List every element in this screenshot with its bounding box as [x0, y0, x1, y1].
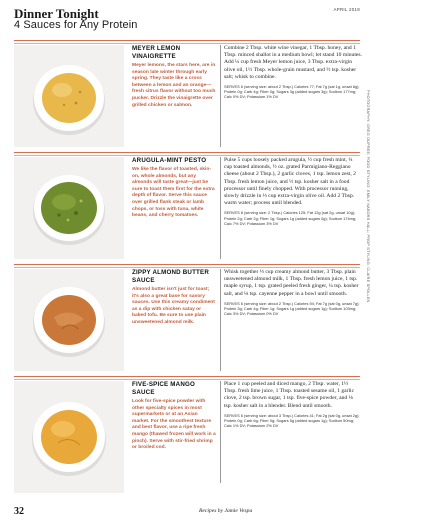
sauce-photo-almond-butter	[14, 269, 124, 371]
sauce-name: FIVE-SPICE MANGO SAUCE	[132, 381, 196, 396]
sauce-blurb	[132, 381, 216, 452]
sauce-section-arugula-pesto	[14, 152, 360, 262]
recipe-instructions: Place 1 cup peeled and diced mango, 2 Tbsp. water, 1½ Tbsp. fresh lime juice, 1 Tbsp. toasted sesame oil, 1 garlic clove, 2 tsp. brown sugar, 1 tsp. five-spice powder, and ⅛ tsp. kosher salt in a blender. Blend until smooth.	[224, 381, 355, 409]
bowl-illustration	[14, 381, 124, 493]
page-header	[14, 6, 414, 34]
section-rule-thin	[14, 43, 360, 44]
sauce-recipe	[224, 45, 362, 100]
sauce-name: ARUGULA-MINT PESTO	[132, 157, 207, 164]
column-divider	[220, 269, 221, 371]
nutrition-info: SERVES 6 (serving size: about 3 Tbsp.) Calories 41; Fat 2g (sat 0g, unsat 2g); Protein 0g; Carb 6g; Fiber 0g; Sugars 5g (added sugars 1g); Sodium 50mg; Calc 1% DV; Potassium 2% DV	[224, 412, 360, 429]
sauce-section-mango	[14, 376, 360, 496]
page-subtitle: 4 Sauces for Any Protein	[14, 19, 138, 31]
sauce-photo-meyer-lemon	[14, 45, 124, 147]
sauce-blurb	[132, 269, 216, 327]
sauce-intro: Meyer lemons, the stars here, are in season late winter through early spring. They taste like a cross between a lemon and an orange—fresh citrus flavor without too much pucker. Drizzle the vinaigrette over grilled chicken or salmon.	[132, 63, 216, 108]
section-rule-thin	[14, 155, 360, 156]
sauce-recipe	[224, 381, 362, 428]
sauce-blurb	[132, 45, 216, 109]
sauce-name: ZIPPY ALMOND BUTTER SAUCE	[132, 269, 210, 284]
bowl-illustration	[14, 45, 124, 147]
sauce-name: MEYER LEMON VINAIGRETTE	[132, 45, 181, 60]
page-footer	[14, 506, 414, 520]
issue-date: APRIL 2018	[333, 7, 360, 12]
recipe-instructions: Pulse 5 cups loosely packed arugula, ½ cup fresh mint, ¼ cup toasted almonds, ½ oz. grated Parmigiano-Reggiano cheese (about 2 Tbsp.), 2 garlic cloves, 1 tsp. lemon zest, 2 Tbsp. fresh lemon juice, and ½ tsp. kosher salt in a food processor until finely chopped. With processor running, slowly drizzle in ⅓ cup extra-virgin olive oil. Add 2 Tbsp. warm water; process until blended.	[224, 157, 356, 207]
section-rule	[14, 376, 360, 377]
column-divider	[220, 381, 221, 483]
sauce-photo-mango	[14, 381, 124, 493]
column-divider	[220, 45, 221, 147]
sauce-intro: Look for five-spice powder with other specialty spices in most supermarkets or at an Asian market. For the smoothest texture and best flavor, use a ripe fresh mango (thawed frozen will work in a pinch). Serve with stir-fried shrimp or broiled cod.	[132, 399, 216, 451]
sauce-recipe	[224, 269, 362, 316]
recipe-instructions: Combine 2 Tbsp. white wine vinegar, 1 Tbsp. honey, and 1 Tbsp. minced shallot in a medium bowl; let stand 10 minutes. Add ¼ cup fresh Meyer lemon juice, 3 Tbsp. extra-virgin olive oil, 1½ Tbsp. whole-grain mustard, and ½ tsp. kosher salt; whisk to combine.	[224, 45, 362, 80]
bowl-illustration	[14, 269, 124, 371]
section-rule	[14, 264, 360, 265]
photo-credit-text: PHOTOGRAPHY: GREG DUPREE; FOOD STYLING: EMILY NABORS HALL; PROP STYLING: CLAIRE SPOLLEN	[366, 90, 370, 303]
sauce-section-meyer-lemon	[14, 40, 360, 150]
photo-credit	[364, 90, 372, 420]
sauce-intro: We like the flavor of toasted, skin-on, whole almonds, but any almonds will taste great—just be sure to toast them first for the extra depth of flavor. Serve this sauce over grilled flank steak or lamb chops, or toss with tuna, white beans, and cherry tomatoes.	[132, 167, 215, 219]
nutrition-info: SERVES 6 (serving size: about 2 Tbsp.) Calories 94; Fat 7g (sat 0g, unsat 7g); Protein 3g; Carb 4g; Fiber 1g; Sugars 1g (added sugars 1g); Sodium 103mg; Calc 3% DV; Potassium 0% DV	[224, 300, 360, 317]
section-rule	[14, 40, 360, 41]
sauce-photo-arugula-pesto	[14, 157, 124, 259]
sauce-blurb	[132, 157, 216, 220]
page-title: Dinner Tonight	[14, 6, 99, 21]
section-rule	[14, 152, 360, 153]
sauce-intro: Almond butter isn't just for toast; it's also a great base for savory sauces. Use this creamy condiment as a dip with chicken satay or baked tofu. Be sure to use plain unsweetened almond milk.	[132, 287, 215, 325]
bowl-illustration	[14, 157, 124, 259]
section-rule-thin	[14, 379, 360, 380]
sauce-section-almond-butter	[14, 264, 360, 374]
nutrition-info: SERVES 8 (serving size: 2 Tbsp.) Calories 125; Fat 12g (sat 2g, unsat 10g); Protein 2g; Carb 2g; Fiber 1g; Sugars 1g (added sugars 0g); Sodium 174mg; Calc 7% DV; Potassium 3% DV	[224, 210, 357, 226]
recipe-credit: Recipes by Jamie Vespa	[199, 508, 253, 514]
nutrition-info: SERVES 6 (serving size: about 2 Tbsp.) Calories 77; Fat 7g (sat 1g, unsat 6g); Protein 0g; Carb 4g; Fiber 0g; Sugars 3g (added sugars 3g); Sodium 177mg; Calc 0% DV; Potassium 1% DV	[224, 84, 360, 100]
column-divider	[220, 157, 221, 259]
sauce-recipe	[224, 157, 362, 226]
section-rule-thin	[14, 267, 360, 268]
recipe-instructions: Whisk together ⅓ cup creamy almond butter, 3 Tbsp. plain unsweetened almond milk, 1 Tbsp. fresh lemon juice, 1 tsp. maple syrup, 1 tsp. grated peeled fresh ginger, ¼ tsp. kosher salt, and ⅛ tsp. cayenne pepper in a bowl until smooth.	[224, 269, 359, 297]
page-number: 32	[14, 506, 24, 517]
